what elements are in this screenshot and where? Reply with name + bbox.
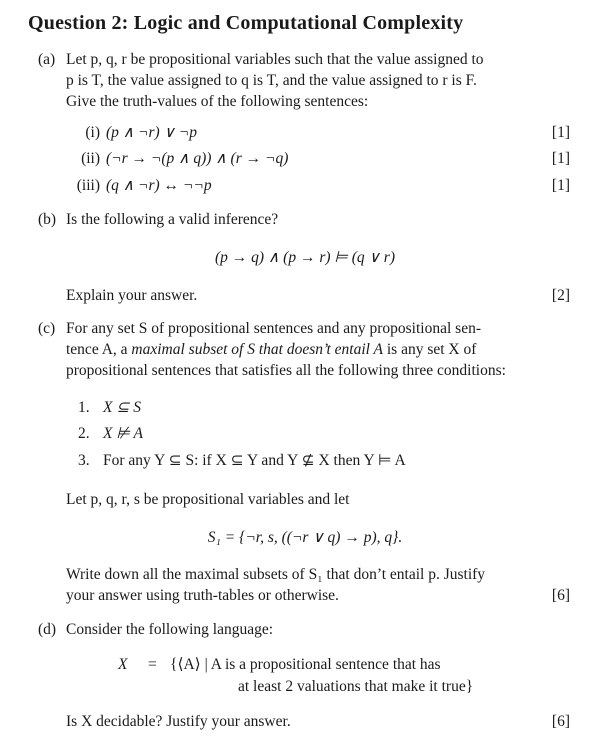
part-c-task-line: your answer using truth-tables or otherwise. bbox=[66, 587, 339, 604]
part-c-intro-text: tence A, a bbox=[66, 341, 132, 358]
language-definition-line: {⟨A⟩ | A is a propositional sentence that has bbox=[170, 656, 441, 673]
part-c-intro-line: propositional sentences that satisfies all the following three conditions: bbox=[66, 362, 506, 379]
part-b-label: (b) bbox=[38, 211, 57, 228]
part-c-task-line: Write down all the maximal subsets of S₁ that don’t entail p. Justify bbox=[66, 566, 486, 583]
language-equals: = bbox=[148, 656, 157, 673]
part-c-let-line: Let p, q, r, s be propositional variables and let bbox=[66, 491, 350, 508]
part-b-question: Is the following a valid inference? bbox=[66, 211, 279, 228]
part-a-item-marks: [1] bbox=[551, 177, 570, 194]
part-a-item-number: (ii) bbox=[81, 150, 100, 167]
question-title: Question 2: Logic and Computational Complexity bbox=[28, 12, 464, 34]
part-c-intro-text: is any set X of bbox=[383, 341, 477, 358]
part-a-item-marks: [1] bbox=[551, 124, 570, 141]
part-b-formula: (p → q) ∧ (p → r) ⊨ (q ∨ r) bbox=[215, 249, 395, 266]
condition-number: 3. bbox=[78, 452, 90, 469]
language-lhs: X bbox=[118, 656, 128, 673]
part-d-marks: [6] bbox=[551, 713, 570, 730]
part-a-intro-line: p is T, the value assigned to q is T, and the value assigned to r is F. bbox=[66, 72, 477, 89]
part-c-definition-term: maximal subset of S that doesn’t entail A bbox=[131, 341, 383, 358]
part-c-marks: [6] bbox=[551, 587, 570, 604]
part-c-intro-line bbox=[66, 339, 572, 360]
language-definition-line: at least 2 valuations that make it true} bbox=[238, 678, 474, 695]
part-a-item-number: (i) bbox=[85, 124, 100, 141]
part-a-item-formula: (p ∧ ¬r) ∨ ¬p bbox=[106, 124, 197, 141]
part-b-explain: Explain your answer. bbox=[66, 287, 198, 304]
part-a-intro-line: Let p, q, r be propositional variables such that the value assigned to bbox=[66, 51, 484, 68]
part-a-intro-line: Give the truth-values of the following sentences: bbox=[66, 93, 369, 110]
condition-text: X ⊭ A bbox=[103, 425, 143, 442]
part-c-intro-line: For any set S of propositional sentences and any propositional sen- bbox=[66, 320, 481, 337]
condition-number: 1. bbox=[78, 399, 90, 416]
part-a-intro bbox=[66, 49, 572, 112]
part-c-task bbox=[66, 564, 572, 606]
part-d-label: (d) bbox=[38, 621, 57, 638]
part-c-label: (c) bbox=[38, 320, 56, 337]
part-d-intro: Consider the following language: bbox=[66, 621, 274, 638]
part-a-item-number: (iii) bbox=[76, 177, 100, 194]
condition-text: X ⊆ S bbox=[103, 399, 141, 416]
condition-number: 2. bbox=[78, 425, 90, 442]
part-b-marks: [2] bbox=[551, 287, 570, 304]
part-a-label: (a) bbox=[38, 51, 56, 68]
part-a-item-marks: [1] bbox=[551, 150, 570, 167]
part-d-question: Is X decidable? Justify your answer. bbox=[66, 713, 291, 730]
part-c-intro bbox=[66, 318, 572, 381]
condition-text: For any Y ⊆ S: if X ⊆ Y and Y ⊈ X then Y ⊨ A bbox=[103, 452, 406, 469]
part-a-item-formula: (¬r → ¬(p ∧ q)) ∧ (r → ¬q) bbox=[106, 150, 289, 167]
part-a-item-formula: (q ∧ ¬r) ↔ ¬¬p bbox=[106, 177, 212, 194]
part-c-set-formula: S₁ = {¬r, s, ((¬r ∨ q) → p), q}. bbox=[207, 529, 403, 546]
